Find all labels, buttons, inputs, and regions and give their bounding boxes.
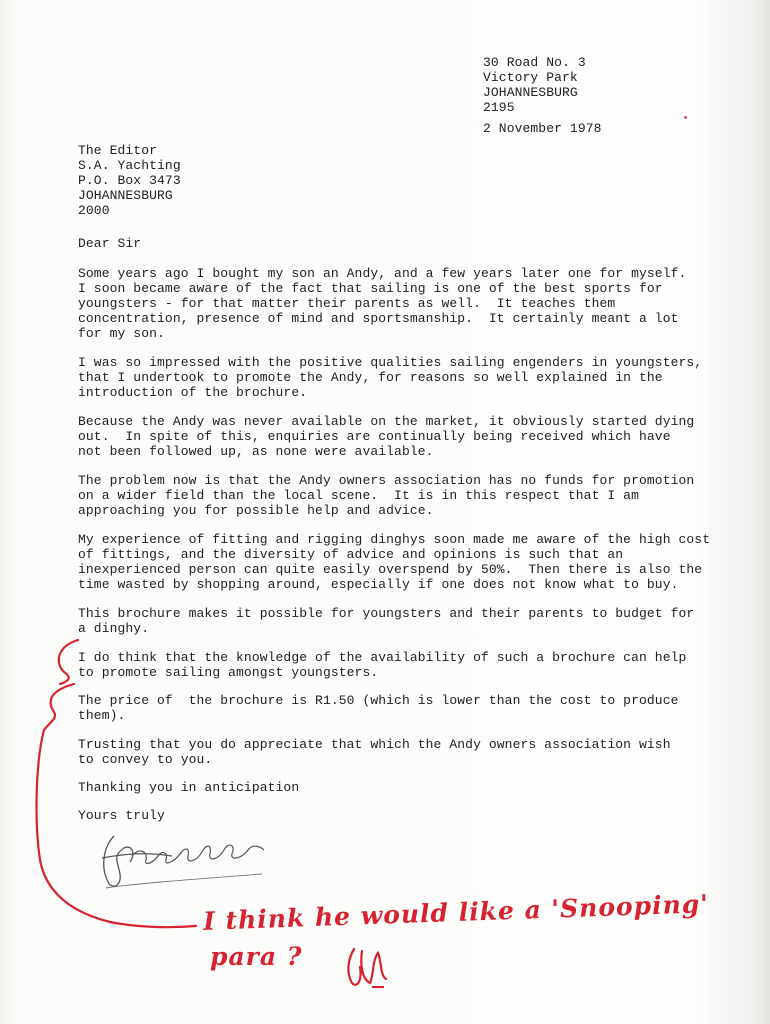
sender-address-line: Victory Park: [483, 70, 578, 85]
letter-date: 2 November 1978: [483, 121, 602, 136]
paragraph-line: The price of the brochure is R1.50 (which is lower than the cost to produce: [78, 693, 679, 708]
body-paragraph: [78, 606, 708, 636]
recipient-address-line: 2000: [78, 203, 110, 218]
salutation: Dear Sir: [78, 236, 142, 251]
handwritten-initials: [340, 943, 400, 993]
recipient-address-line: JOHANNESBURG: [78, 188, 173, 203]
paragraph-line: on a wider field than the local scene. It is in this respect that I am: [78, 488, 639, 503]
paragraph-line: Because the Andy was never available on the market, it obviously started dying: [78, 414, 695, 429]
paragraph-line: them).: [78, 708, 126, 723]
body-paragraph: [78, 650, 708, 680]
thanks-line: Thanking you in anticipation: [78, 780, 300, 795]
paragraph-line: of fittings, and the diversity of advice and opinions is such that an: [78, 547, 624, 562]
paragraph-line: to convey to you.: [78, 752, 213, 767]
red-dot-mark: [684, 116, 687, 119]
paragraph-line: My experience of fitting and rigging dinghys soon made me aware of the high cost: [78, 532, 711, 547]
paragraph-line: time wasted by shopping around, especially if one does not know what to buy.: [78, 577, 679, 592]
recipient-address-line: P.O. Box 3473: [78, 173, 181, 188]
handwritten-annotation-line: I think he would like a 'Snooping': [202, 889, 710, 936]
body-paragraph: [78, 355, 708, 400]
paragraph-line: Trusting that you do appreciate that which the Andy owners association wish: [78, 737, 671, 752]
paragraph-line: out. In spite of this, enquiries are continually being received which have: [78, 429, 671, 444]
paragraph-line: I soon became aware of the fact that sailing is one of the best sports for: [78, 281, 663, 296]
paragraph-line: The problem now is that the Andy owners association has no funds for promotion: [78, 473, 695, 488]
sender-address: [483, 55, 586, 115]
paragraph-line: approaching you for possible help and advice.: [78, 503, 434, 518]
paragraph-line: Some years ago I bought my son an Andy, and a few years later one for myself.: [78, 266, 687, 281]
body-paragraph: [78, 532, 711, 592]
recipient-address-line: The Editor: [78, 143, 158, 158]
paragraph-line: a dinghy.: [78, 621, 150, 636]
sender-address-line: JOHANNESBURG: [483, 85, 578, 100]
paragraph-line: inexperienced person can quite easily overspend by 50%. Then there is also the: [78, 562, 703, 577]
paragraph-line: to promote sailing amongst youngsters.: [78, 665, 379, 680]
paragraph-line: I was so impressed with the positive qualities sailing engenders in youngsters,: [78, 355, 703, 370]
closing-line: Yours truly: [78, 808, 165, 823]
paragraph-line: concentration, presence of mind and sportsmanship. It certainly meant a lot: [78, 311, 679, 326]
handwritten-signature: [92, 826, 282, 906]
body-paragraph: [78, 473, 708, 518]
body-paragraph: [78, 414, 708, 459]
body-paragraph: [78, 693, 708, 723]
paragraph-line: that I undertook to promote the Andy, for reasons so well explained in the: [78, 370, 663, 385]
recipient-address-line: S.A. Yachting: [78, 158, 181, 173]
paragraph-line: not been followed up, as none were available.: [78, 444, 434, 459]
body-paragraph: [78, 266, 708, 341]
paragraph-line: for my son.: [78, 326, 165, 341]
paragraph-line: This brochure makes it possible for youngsters and their parents to budget for: [78, 606, 695, 621]
handwritten-annotation-line: para ?: [210, 942, 303, 971]
sender-address-line: 2195: [483, 100, 515, 115]
body-paragraph: [78, 737, 708, 767]
recipient-address: [78, 143, 181, 218]
sender-address-line: 30 Road No. 3: [483, 55, 586, 70]
paragraph-line: youngsters - for that matter their parents as well. It teaches them: [78, 296, 616, 311]
paragraph-line: I do think that the knowledge of the availability of such a brochure can help: [78, 650, 687, 665]
paragraph-line: introduction of the brochure.: [78, 385, 308, 400]
